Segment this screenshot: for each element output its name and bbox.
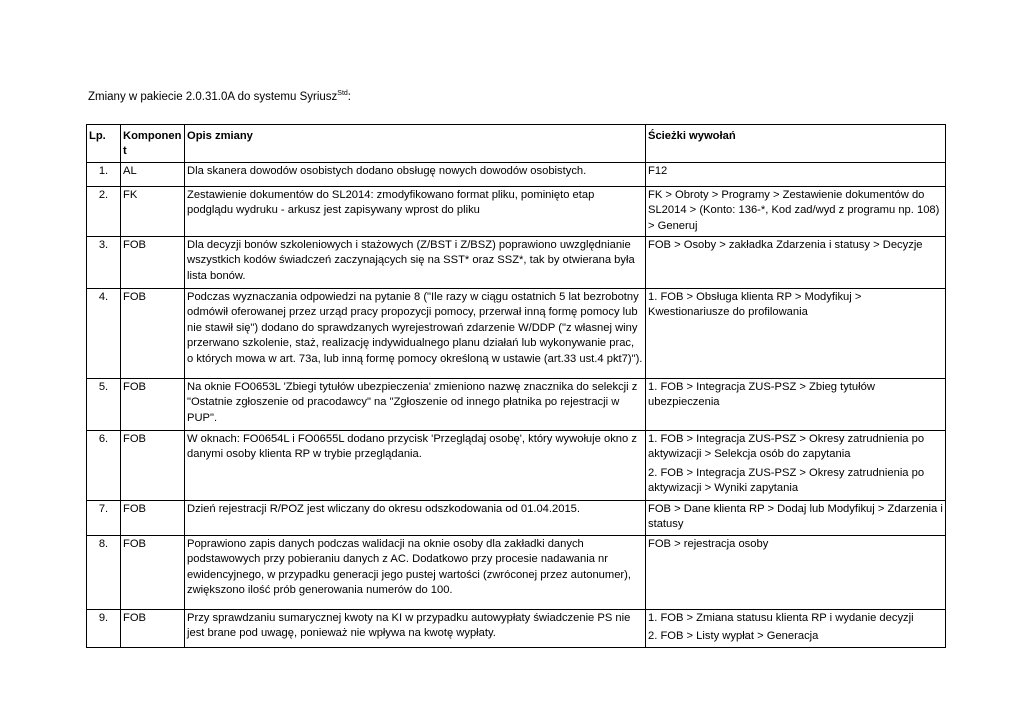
cell-component: FOB [121,501,185,536]
path-line: 1. FOB > Integracja ZUS-PSZ > Zbieg tytułów ubezpieczenia [648,381,875,409]
cell-lp: 3. [87,237,121,289]
cell-lp: 5. [87,379,121,431]
cell-component: FOB [121,379,185,431]
header-description: Opis zmiany [185,125,646,163]
cell-description: Na oknie FO0653L 'Zbiegi tytułów ubezpieczenia' zmieniono nazwę znacznika do selekcji z "Ostatnie zgłoszenie od pracodawcy" na "Zgłoszenie od innego płatnika po rejestracji w PUP". [185,379,646,431]
cell-description: Dla decyzji bonów szkoleniowych i stażowych (Z/BST i Z/BSZ) poprawiono uwzględnianie wszystkich kodów świadczeń zaczynających się na SST* oraz SSZ*, tak by otwierana była lista bonów. [185,237,646,289]
cell-paths [646,379,946,431]
cell-paths [646,501,946,536]
cell-description: W oknach: FO0654L i FO0655L dodano przycisk 'Przeglądaj osobę', który wywołuje okno z danymi osoby klienta RP w trybie przeglądania. [185,431,646,501]
document-title-superscript: Std [337,90,348,97]
cell-lp: 9. [87,609,121,647]
cell-component: FOB [121,289,185,379]
path-line: 2. FOB > Listy wypłat > Generacja [648,630,819,643]
table-row [87,535,946,609]
cell-lp: 8. [87,535,121,609]
changes-table [86,124,946,648]
cell-component: FOB [121,609,185,647]
cell-paths [646,237,946,289]
cell-lp: 7. [87,501,121,536]
cell-component: FOB [121,535,185,609]
header-lp: Lp. [87,125,121,163]
path-line: FOB > Dane klienta RP > Dodaj lub Modyfikuj > Zdarzenia i statusy [648,503,943,531]
path-line: F12 [648,164,668,177]
path-line: FK > Obroty > Programy > Zestawienie dokumentów do SL2014 > (Konto: 136-*, Kod zad/wyd z programu np. 108) > Generuj [648,188,940,232]
cell-paths [646,186,946,236]
table-row [87,237,946,289]
path-line: 2. FOB > Integracja ZUS-PSZ > Okresy zatrudnienia po aktywizacji > Wyniki zapytania [648,466,925,495]
cell-description: Dla skanera dowodów osobistych dodano obsługę nowych dowodów osobistych. [185,162,646,186]
cell-paths [646,431,946,501]
document-title [88,90,351,103]
table-row [87,431,946,501]
table-row [87,162,946,186]
cell-component: FOB [121,237,185,289]
path-line: 1. FOB > Obsługa klienta RP > Modyfikuj > Kwestionariusze do profilowania [648,291,862,319]
cell-lp: 4. [87,289,121,379]
cell-description: Podczas wyznaczania odpowiedzi na pytanie 8 ("Ile razy w ciągu ostatnich 5 lat bezrobotny odmówił oferowanej przez urząd pracy propozycji pomocy, przerwał inną formę pomocy lub nie stawił się") dodano do sprawdzanych wyrejestrowań zdarzenie W/DDP ("z własnej winy przerwano szkolenie, staż, realizację indywidualnego planu działań lub wykonywanie prac, o których mowa w art. 73a, lub inną formę pomocy określoną w ustawie (art.33 ust.4 pkt7)"). [185,289,646,379]
table-row [87,609,946,647]
table-body [87,162,946,647]
cell-paths [646,162,946,186]
cell-description: Przy sprawdzaniu sumarycznej kwoty na KI w przypadku autowypłaty świadczenie PS nie jest brane pod uwagę, ponieważ nie wpływa na kwotę wypłaty. [185,609,646,647]
cell-description: Dzień rejestracji R/POZ jest wliczany do okresu odszkodowania od 01.04.2015. [185,501,646,536]
path-line: FOB > rejestracja osoby [648,537,769,550]
path-line: FOB > Osoby > zakładka Zdarzenia i statusy > Decyzje [648,239,923,252]
cell-lp: 2. [87,186,121,236]
header-paths: Ścieżki wywołań [646,125,946,163]
cell-component: FOB [121,431,185,501]
path-line: 1. FOB > Integracja ZUS-PSZ > Okresy zatrudnienia po aktywizacji > Selekcja osób do zapytania [648,433,925,461]
cell-component: AL [121,162,185,186]
header-row [87,125,946,163]
cell-paths [646,609,946,647]
cell-component: FK [121,186,185,236]
document-title-suffix: : [347,91,351,103]
cell-paths [646,289,946,379]
cell-description: Zestawienie dokumentów do SL2014: zmodyfikowano format pliku, pominięto etap podglądu wydruku - arkusz jest zapisywany wprost do pliku [185,186,646,236]
table-row [87,186,946,236]
table-row [87,501,946,536]
table-row [87,379,946,431]
path-line: 1. FOB > Zmiana statusu klienta RP i wydanie decyzji [648,611,914,624]
table-row [87,289,946,379]
cell-paths [646,535,946,609]
cell-lp: 6. [87,431,121,501]
cell-lp: 1. [87,162,121,186]
document-title-text: Zmiany w pakiecie 2.0.31.0A do systemu Syriusz [88,91,338,103]
header-component: Komponent [121,125,185,163]
cell-description: Poprawiono zapis danych podczas walidacji na oknie osoby dla zakładki danych podstawowych przy pobieraniu danych z AC. Dodatkowo przy procesie nadawania nr ewidencyjnego, w przypadku generacji jego pustej wartości (zwróconej przez autonumer), zwiększono ilość prób generowania numerów do 100. [185,535,646,609]
